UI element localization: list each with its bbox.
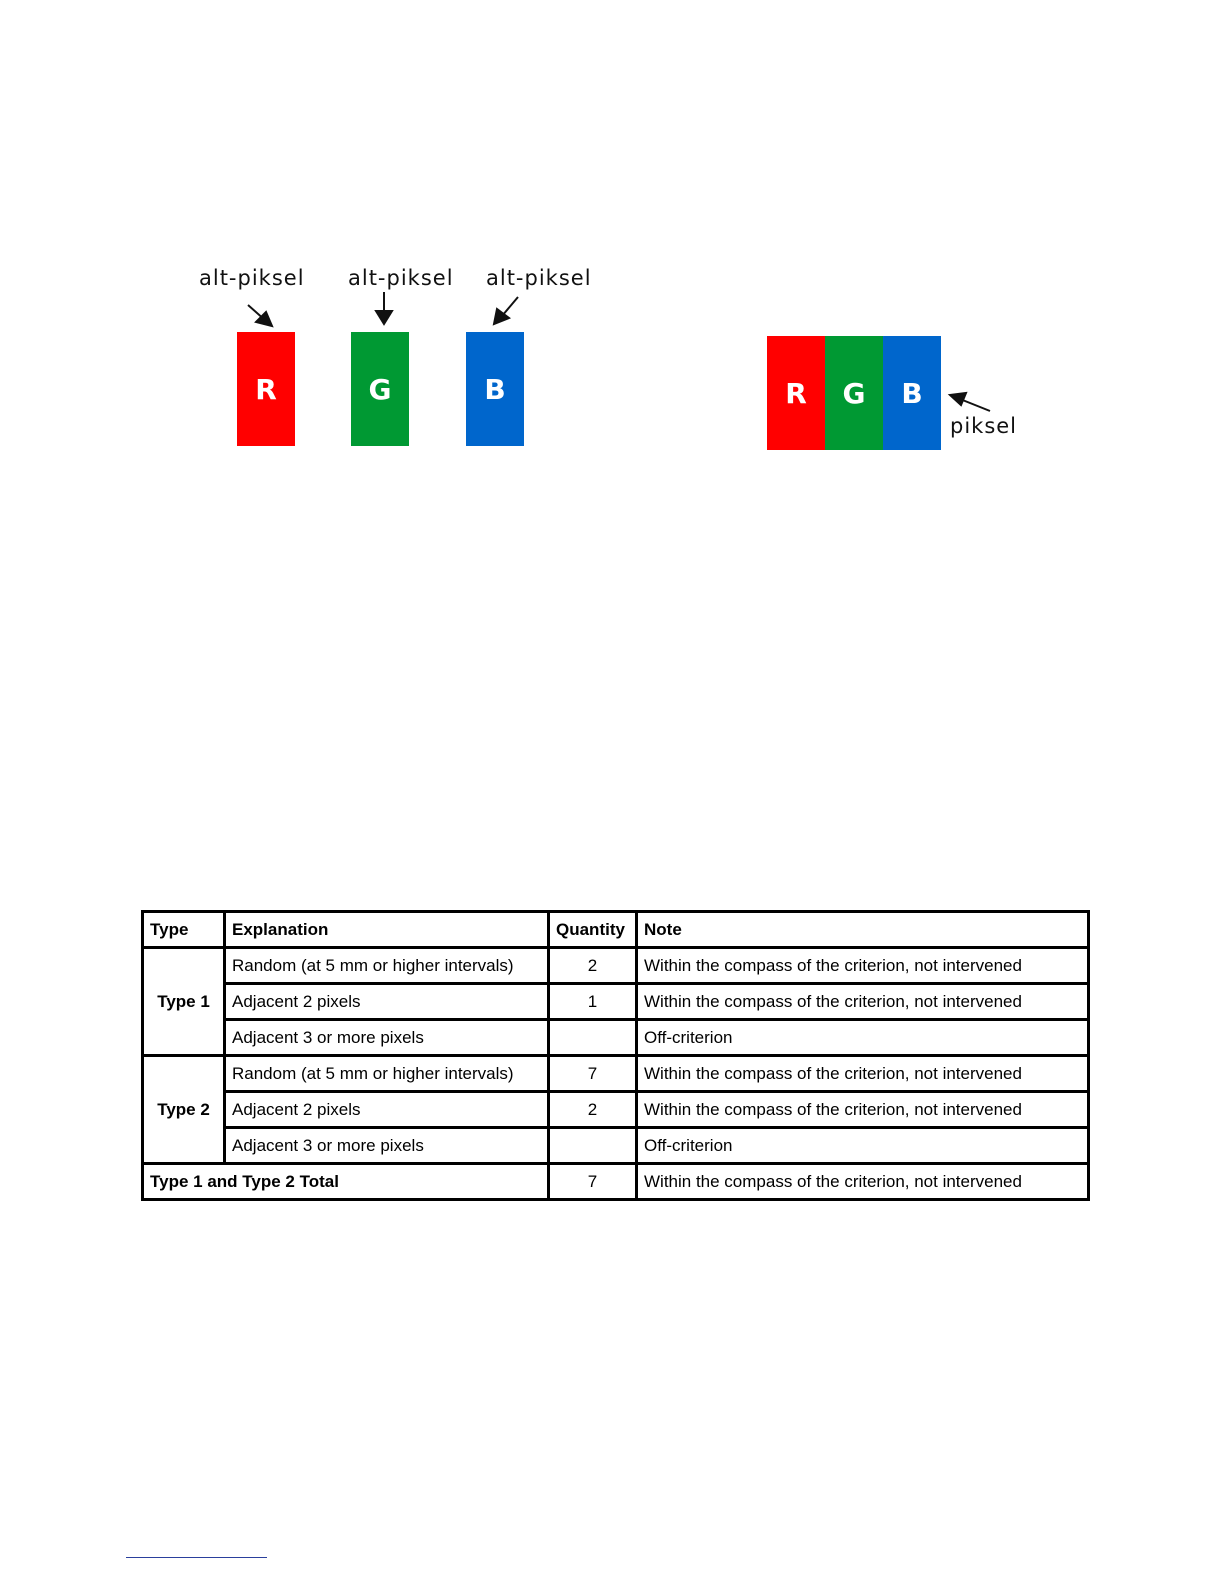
table-row <box>143 1020 1089 1056</box>
pixel-part-red <box>767 336 825 450</box>
subpixel-blue-letter: B <box>484 372 506 406</box>
table-total-row <box>143 1164 1089 1200</box>
arrow-blue <box>502 297 518 316</box>
header-explanation: Explanation <box>225 912 549 948</box>
pixel-part-green <box>825 336 883 450</box>
note-cell: Off-criterion <box>637 1020 1089 1056</box>
table-row <box>143 948 1089 984</box>
defect-table <box>141 910 1090 1201</box>
note-cell: Within the compass of the criterion, not intervened <box>637 1092 1089 1128</box>
explanation-cell: Random (at 5 mm or higher intervals) <box>225 1056 549 1092</box>
note-cell: Within the compass of the criterion, not intervened <box>637 948 1089 984</box>
pixel-part-green-letter: G <box>842 376 866 410</box>
quantity-cell: 1 <box>549 984 637 1020</box>
type-2-cell: Type 2 <box>143 1056 225 1164</box>
subpixel-label-blue: alt-piksel <box>486 266 592 290</box>
arrow-pixel-head <box>950 393 966 405</box>
subpixel-label-red: alt-piksel <box>199 266 305 290</box>
footnote-separator <box>126 1557 267 1558</box>
quantity-cell: 2 <box>549 1092 637 1128</box>
type-1-cell: Type 1 <box>143 948 225 1056</box>
header-type: Type <box>143 912 225 948</box>
arrow-green-head <box>376 311 392 324</box>
table-row <box>143 984 1089 1020</box>
quantity-cell <box>549 1020 637 1056</box>
table-row <box>143 1128 1089 1164</box>
table-row <box>143 1056 1089 1092</box>
explanation-cell: Random (at 5 mm or higher intervals) <box>225 948 549 984</box>
quantity-cell: 7 <box>549 1056 637 1092</box>
subpixel-red <box>237 332 295 446</box>
note-cell: Within the compass of the criterion, not intervened <box>637 984 1089 1020</box>
quantity-cell: 2 <box>549 948 637 984</box>
pixel-part-blue-letter: B <box>901 376 923 410</box>
note-cell: Off-criterion <box>637 1128 1089 1164</box>
subpixel-blue <box>466 332 524 446</box>
explanation-cell: Adjacent 2 pixels <box>225 1092 549 1128</box>
pixel-label: piksel <box>950 414 1018 438</box>
total-note: Within the compass of the criterion, not intervened <box>637 1164 1089 1200</box>
quantity-cell <box>549 1128 637 1164</box>
explanation-cell: Adjacent 2 pixels <box>225 984 549 1020</box>
total-label: Type 1 and Type 2 Total <box>143 1164 549 1200</box>
pixel-diagram <box>0 0 1224 480</box>
arrows-overlay <box>0 0 1224 480</box>
note-cell: Within the compass of the criterion, not intervened <box>637 1056 1089 1092</box>
total-quantity: 7 <box>549 1164 637 1200</box>
header-note: Note <box>637 912 1089 948</box>
subpixel-green <box>351 332 409 446</box>
explanation-cell: Adjacent 3 or more pixels <box>225 1020 549 1056</box>
header-quantity: Quantity <box>549 912 637 948</box>
arrow-pixel <box>960 399 990 411</box>
subpixel-red-letter: R <box>255 372 277 406</box>
explanation-cell: Adjacent 3 or more pixels <box>225 1128 549 1164</box>
table-header-row <box>143 912 1089 948</box>
subpixel-label-green: alt-piksel <box>348 266 454 290</box>
pixel-part-blue <box>883 336 941 450</box>
pixel-part-red-letter: R <box>785 376 807 410</box>
table-row <box>143 1092 1089 1128</box>
subpixel-green-letter: G <box>368 372 392 406</box>
